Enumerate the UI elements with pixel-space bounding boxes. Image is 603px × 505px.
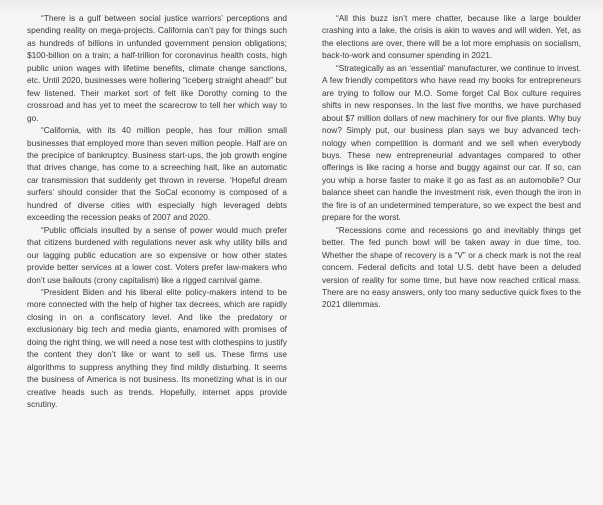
paragraph: “Strategically as an ‘essential’ manufacturer, we continue to invest. A few friendly competitors who have read my books for entrepreneurs are trying to follow our M.O. Some forget Cal Box culture requires shifts in new responses. In the last five months, we have purchased about $7 million dollars of new machinery for our five plants. Why buy now? Simply put, our business plan says we buy advanced technology when competition is dormant and we sell when everybody buys. These new entrepreneurial advantages compared to other offerings is like racing a horse and buggy against our car. If so, can you whip a horse faster to make it go as fast as an automobile? Our balance sheet can handle the investment risk, even though the iron in the fire is of an undetermined temperature, so we expect the best and prepare for the worst. (322, 62, 581, 223)
right-column (322, 12, 581, 311)
paragraph: “President Biden and his liberal elite policy-makers intend to be more connected with the help of higher tax decrees, which are rapidly closing in on a confiscatory level. And like the predatory or exclusionary big tech and media giants, enamored with promises of doing the right thing, we will need a nose test with clothespins to justify the content they don’t like or want to sell us. These firms use algorithms to suppress anything they find mildly disturbing. It seems the business of America is not business. Its monetizing what is in our creative heads such as trends. Hopefully, internet apps provide scrutiny. (27, 286, 287, 410)
paragraph: “All this buzz isn’t mere chatter, because like a large boulder crashing into a lake, the crisis is akin to waves and will widen. Yet, as the elections are over, there will be a lot more emphasis on socialism, back-to-work and consumer spending in 2021. (322, 13, 581, 61)
left-column (27, 12, 287, 411)
paragraph: “Public officials insulted by a sense of power would much prefer that citizens burdened with regulations never ask why utility bills and our lagging public education are so expensive or how other states provide better services at a lower cost. Voters prefer law-makers who don’t use bailouts (crony capitalism) like a rigged carnival game. (27, 224, 287, 285)
paragraph: “Recessions come and recessions go and inevitably things get better. The fed punch bowl will be taken away in due time, too. Whether the shape of recovery is a “V” or a check mark is not the real concern. Federal deficits and total U.S. debt have been a deluded version of reality for some time, but have now reached critical mass. There are no easy answers, only too many seductive quick fixes to the 2021 dilemmas. (322, 224, 581, 310)
paragraph: “California, with its 40 million people, has four million small businesses that employed more than seven million people. Half are on the precipice of bankruptcy. Business start-ups, the job growth engine that drives change, has come to a screeching halt, like an automatic car transmission that suddenly get thrown in reverse. ‘Hopeful dream surfers’ should consider that the SoCal economy is composed of a hundred of diverse cities with especially high leveraged debts exceeding the recession peaks of 2007 and 2020. (27, 125, 287, 223)
paragraph: “There is a gulf between social justice warriors’ perceptions and spending reality on mega-projects. California can’t pay for things such as hundreds of billions in unfunded government pension obligations; $100-billion on a train; a half-trillion for coronavirus health costs, high public union wages with lifetime benefits, climate change sanctions, etc. Until 2020, businesses were hollering “iceberg straight ahead!” but few listened. Their market sort of felt like Dorothy coming to the crossroad and has yet to meet the scarecrow to tell her which way to go. (27, 13, 287, 123)
